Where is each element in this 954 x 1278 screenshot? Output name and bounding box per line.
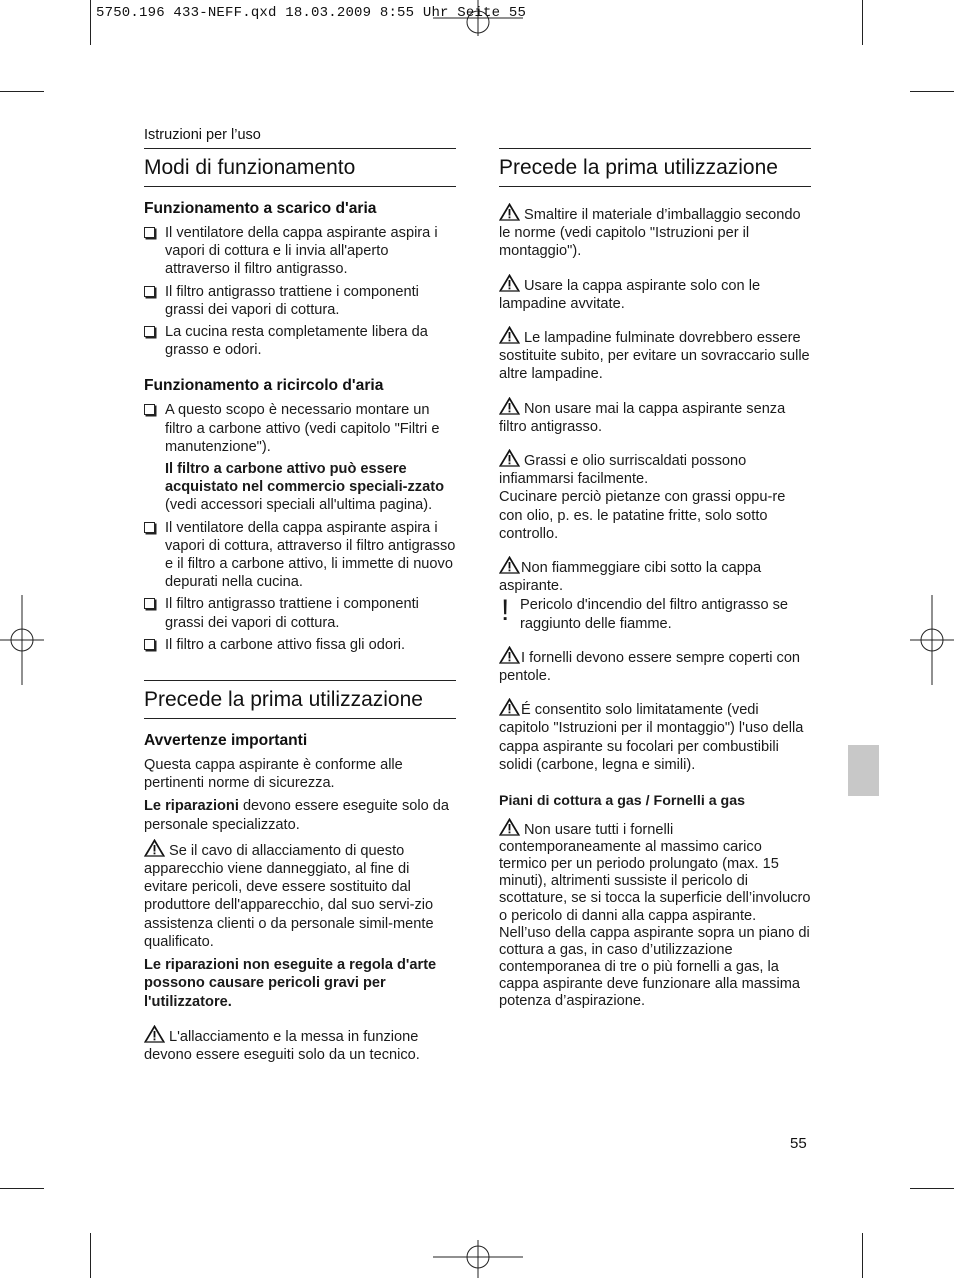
warning-triangle-icon: [499, 698, 520, 716]
warning-triangle-icon: [144, 839, 165, 857]
crop-mark: [0, 1188, 44, 1189]
crop-mark: [862, 0, 863, 45]
warning-triangle-icon: [144, 1025, 165, 1043]
checkbox-bullet-icon: [144, 326, 155, 337]
registration-mark-left: [0, 595, 44, 685]
list-item: Il filtro a carbone attivo fissa gli odori.: [144, 636, 456, 654]
subheading-recirculation: Funzionamento a ricircolo d'aria: [144, 377, 384, 395]
fire-danger-note: ! Pericolo d'incendio del filtro antigrasso se raggiunto delle fiamme.: [501, 594, 789, 632]
warning-paragraph: Se il cavo di allacciamento di questo apparecchio viene danneggiato, al fine di evitare pericoli, deve essere sostituito dal produttore dell'apparecchio, dal suo servi-zio assistenza clienti o da personale simil-mente qualificato.: [144, 839, 456, 951]
checkbox-bullet-icon: [144, 522, 155, 533]
list-item: Il filtro antigrasso trattiene i componenti grassi dei vapori di cottura.: [144, 595, 456, 631]
warning-item: Usare la cappa aspirante solo con le lampadine avvitate.: [499, 274, 811, 313]
warning-item: Smaltire il materiale d’imballaggio secondo le norme (vedi capitolo "Istruzioni per il montaggio").: [499, 203, 811, 261]
crop-mark: [0, 91, 44, 92]
warning-paragraph: L'allacciamento e la messa in funzione devono essere eseguiti solo da un tecnico.: [144, 1025, 456, 1064]
warning-item-gas: Non usare tutti i fornelli contemporaneamente al massimo carico termico per un periodo prolungato (max. 15 minuti), altrimenti sussiste il pericolo di scottature, se si tocca la superficie dell’involucro o pericolo di danni alla cappa aspirante. Nell’uso della cappa aspirante sopra un piano di cottura a gas, in caso d’utilizzazione contemporanea di tre o più fornelli a gas, la cappa aspirante deve funzionare alla massima potenza d’aspirazione.: [499, 818, 811, 1010]
chapter-tab: [848, 745, 879, 796]
checkbox-bullet-icon: [144, 639, 155, 650]
checkbox-bullet-icon: [144, 286, 155, 297]
crop-mark: [910, 91, 954, 92]
warning-triangle-icon: [499, 556, 520, 574]
carbon-filter-note: Il filtro a carbone attivo può essere acquistato nel commercio speciali-zzato (vedi accessori speciali all'ultima pagina).: [165, 461, 444, 514]
warning-item: É consentito solo limitatamente (vedi capitolo "Istruzioni per il montaggio") l'uso della cappa aspirante su focolari per combustibili solidi (carbone, legna e simili).: [499, 698, 811, 774]
section-title-first-use: Precede la prima utilizzazione: [144, 680, 456, 719]
print-slug: 5750.196 433-NEFF.qxd 18.03.2009 8:55 Uhr Seite 55: [96, 5, 527, 21]
warning-triangle-icon: [499, 326, 520, 344]
list-item: La cucina resta completamente libera da grasso e odori.: [144, 323, 456, 359]
warning-triangle-icon: [499, 818, 520, 836]
right-column: [499, 148, 811, 1023]
subheading-warnings: Avvertenze importanti: [144, 732, 308, 750]
warning-item-flambe: Non fiammeggiare cibi sotto la cappa aspirante. ! Pericolo d'incendio del filtro antigrasso se raggiunto delle fiamme.: [499, 556, 811, 633]
page-number: 55: [790, 1135, 807, 1152]
warning-triangle-icon: [499, 397, 520, 415]
crop-mark: [862, 1233, 863, 1278]
crop-mark: [910, 1188, 954, 1189]
warning-triangle-icon: [499, 449, 520, 467]
section-title-modes: Modi di funzionamento: [144, 148, 456, 187]
warning-triangle-icon: [499, 646, 520, 664]
subheading-exhaust: Funzionamento a scarico d'aria: [144, 200, 377, 217]
crop-mark: [90, 0, 91, 45]
exclamation-icon: !: [501, 594, 510, 628]
registration-mark-right: [910, 595, 954, 685]
warning-triangle-icon: [499, 274, 520, 292]
paragraph: Le riparazioni devono essere eseguite solo da personale specializzato.: [144, 798, 450, 833]
left-column: [144, 148, 456, 1069]
list-item: Il ventilatore della cappa aspirante aspira i vapori di cottura, attraverso il filtro antigrasso e il filtro a carbone attivo, li immette di nuovo depurati nella cucina.: [144, 519, 456, 592]
list-item: Il ventilatore della cappa aspirante aspira i vapori di cottura e li invia all'aperto attraverso il filtro antigrasso.: [144, 224, 456, 279]
warning-item: Non usare mai la cappa aspirante senza filtro antigrasso.: [499, 397, 811, 436]
paragraph: Questa cappa aspirante è conforme alle pertinenti norme di sicurezza.: [144, 757, 403, 792]
subheading-gas-hobs: Piani di cottura a gas / Fornelli a gas: [499, 793, 745, 810]
checkbox-bullet-icon: [144, 598, 155, 609]
list-item: Il filtro antigrasso trattiene i componenti grassi dei vapori di cottura.: [144, 283, 456, 319]
crop-mark: [90, 1233, 91, 1278]
warning-item: Le lampadine fulminate dovrebbero essere sostituite subito, per evitare un sovraccario sulle altre lampadine.: [499, 326, 811, 384]
grease-text: Cucinare perciò pietanze con grassi oppu-re con olio, p. es. le patatine fritte, solo sotto controllo.: [499, 489, 786, 542]
warning-item-grease: Grassi e olio surriscaldati possono infiammarsi facilmente. Cucinare perciò pietanze con grassi oppu-re con olio, p. es. le patatine fritte, solo sotto controllo.: [499, 449, 811, 543]
warning-item: I fornelli devono essere sempre coperti con pentole.: [499, 646, 811, 685]
warning-triangle-icon: [499, 203, 520, 221]
checkbox-bullet-icon: [144, 227, 155, 238]
paragraph: Le riparazioni non eseguite a regola d'arte possono causare pericoli gravi per l'utilizzatore.: [144, 957, 437, 1010]
section-title-first-use-right: Precede la prima utilizzazione: [499, 148, 811, 187]
checkbox-bullet-icon: [144, 404, 155, 415]
registration-mark-bottom: [433, 1240, 523, 1278]
running-header: Istruzioni per l’uso: [144, 127, 261, 143]
list-item: A questo scopo è necessario montare un filtro a carbone attivo (vedi capitolo "Filtri e manutenzione").: [144, 401, 456, 456]
